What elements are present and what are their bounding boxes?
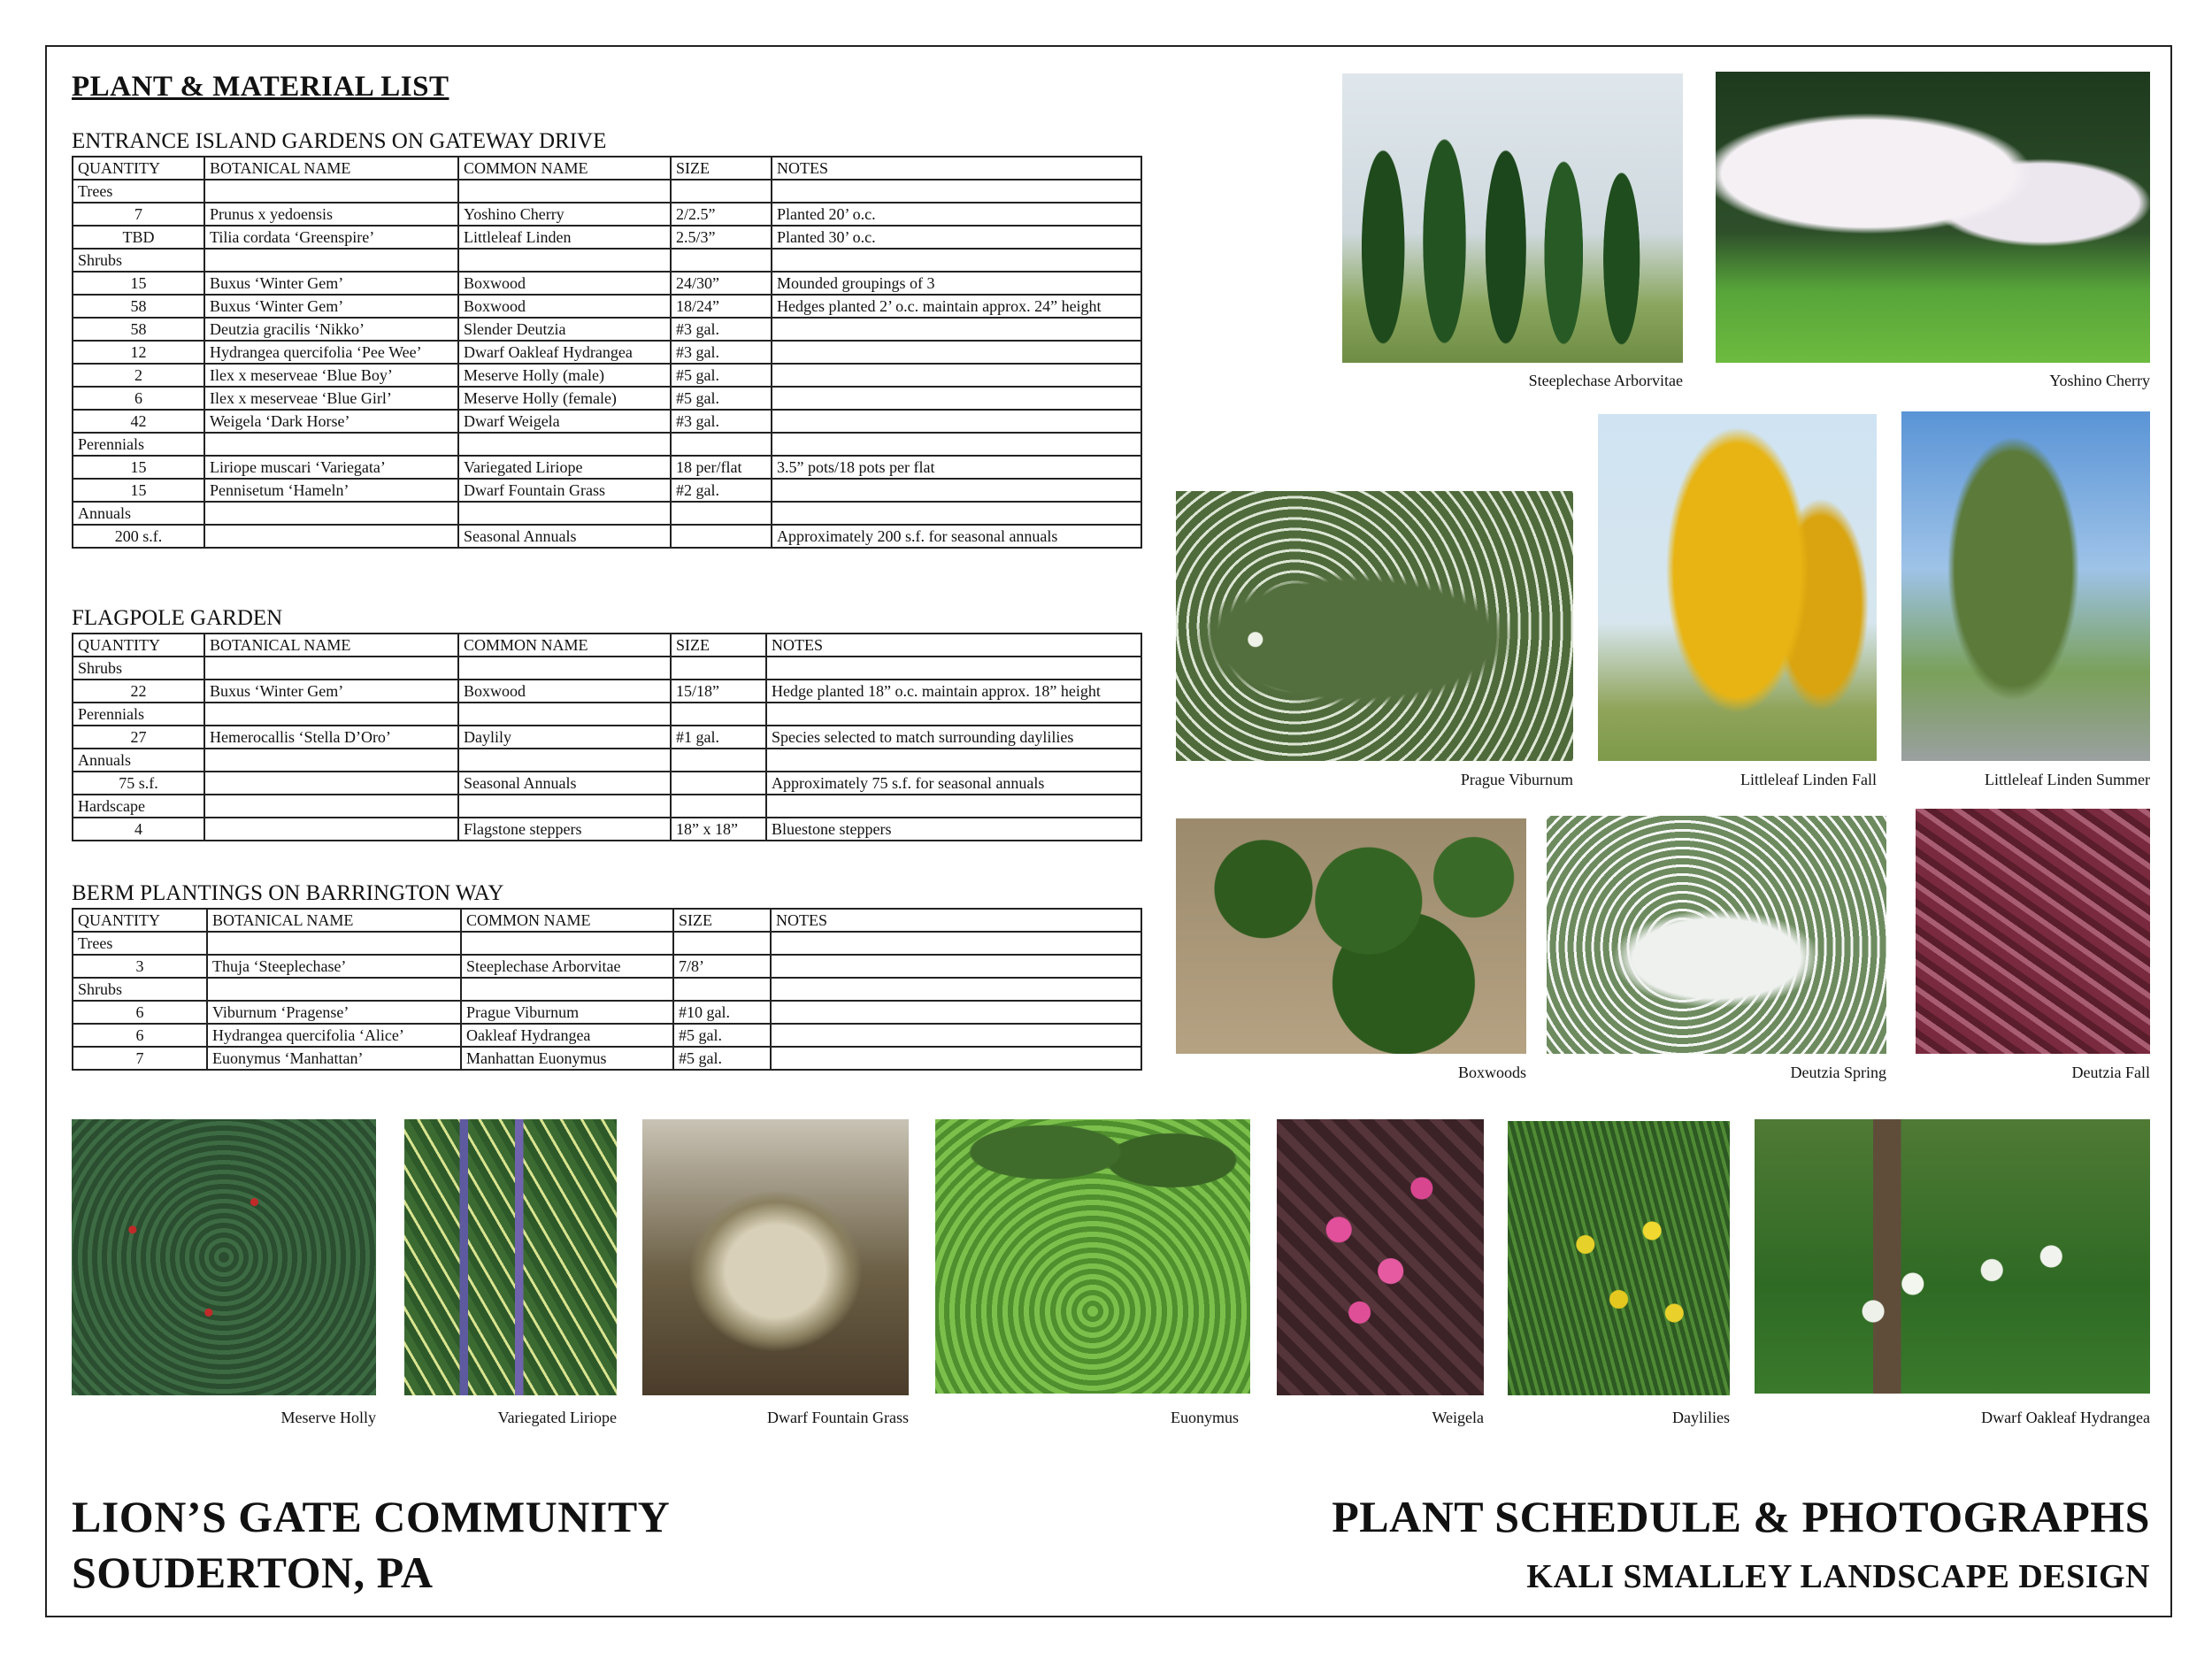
table-row xyxy=(73,226,1141,249)
botanical-name-cell: Buxus ‘Winter Gem’ xyxy=(204,272,458,295)
photo-caption: Littleleaf Linden Summer xyxy=(1985,771,2150,788)
common-name-cell: Flagstone steppers xyxy=(458,818,671,841)
section-title-berm: BERM PLANTINGS ON BARRINGTON WAY xyxy=(72,881,504,905)
common-name-cell: Slender Deutzia xyxy=(458,318,671,341)
notes-cell: Hedge planted 18” o.c. maintain approx. 18” height xyxy=(766,680,1141,703)
photo-caption: Dwarf Oakleaf Hydrangea xyxy=(1981,1409,2150,1426)
flagpole-plant-table xyxy=(72,633,1142,841)
size-cell: #5 gal. xyxy=(673,1024,771,1047)
table-header-row xyxy=(73,909,1141,932)
category-row xyxy=(73,978,1141,1001)
empty-cell xyxy=(204,749,458,772)
category-label: Shrubs xyxy=(73,249,204,272)
table-row xyxy=(73,387,1141,410)
notes-cell: Species selected to match surrounding daylilies xyxy=(766,726,1141,749)
quantity-cell: 12 xyxy=(73,341,204,364)
common-name-cell: Manhattan Euonymus xyxy=(461,1047,673,1070)
botanical-name-cell: Deutzia gracilis ‘Nikko’ xyxy=(204,318,458,341)
size-cell: 2.5/3” xyxy=(671,226,772,249)
botanical-name-cell: Viburnum ‘Pragense’ xyxy=(207,1001,461,1024)
column-header: QUANTITY xyxy=(73,909,207,932)
designer-name: KALI SMALLEY LANDSCAPE DESIGN xyxy=(1526,1558,2150,1595)
size-cell: #5 gal. xyxy=(673,1047,771,1070)
table-row xyxy=(73,364,1141,387)
quantity-cell: 7 xyxy=(73,203,204,226)
notes-cell: Approximately 200 s.f. for seasonal annuals xyxy=(772,525,1141,548)
category-label: Annuals xyxy=(73,749,204,772)
category-label: Annuals xyxy=(73,502,204,525)
size-cell: 18 per/flat xyxy=(671,456,772,479)
photo-caption: Prague Viburnum xyxy=(1460,771,1573,788)
botanical-name-cell: Buxus ‘Winter Gem’ xyxy=(204,295,458,318)
table-row xyxy=(73,272,1141,295)
littleleaf-linden-fall-photo xyxy=(1598,414,1877,761)
notes-cell xyxy=(772,364,1141,387)
table-row xyxy=(73,479,1141,502)
notes-cell xyxy=(772,341,1141,364)
notes-cell: Mounded groupings of 3 xyxy=(772,272,1141,295)
table-row xyxy=(73,318,1141,341)
empty-cell xyxy=(461,978,673,1001)
table-row xyxy=(73,456,1141,479)
common-name-cell: Seasonal Annuals xyxy=(458,525,671,548)
notes-cell: 3.5” pots/18 pots per flat xyxy=(772,456,1141,479)
size-cell: #5 gal. xyxy=(671,387,772,410)
category-row xyxy=(73,795,1141,818)
section-title-entrance: ENTRANCE ISLAND GARDENS ON GATEWAY DRIVE xyxy=(72,129,607,153)
quantity-cell: 42 xyxy=(73,410,204,433)
common-name-cell: Variegated Liriope xyxy=(458,456,671,479)
quantity-cell: TBD xyxy=(73,226,204,249)
empty-cell xyxy=(671,703,766,726)
category-label: Shrubs xyxy=(73,657,204,680)
empty-cell xyxy=(671,249,772,272)
column-header: QUANTITY xyxy=(73,634,204,657)
photo-caption: Meserve Holly xyxy=(280,1409,376,1426)
table-row xyxy=(73,1024,1141,1047)
empty-cell xyxy=(461,932,673,955)
empty-cell xyxy=(458,180,671,203)
quantity-cell: 2 xyxy=(73,364,204,387)
quantity-cell: 58 xyxy=(73,295,204,318)
empty-cell xyxy=(204,249,458,272)
botanical-name-cell: Hemerocallis ‘Stella D’Oro’ xyxy=(204,726,458,749)
empty-cell xyxy=(671,795,766,818)
prague-viburnum-photo xyxy=(1176,491,1573,761)
empty-cell xyxy=(673,978,771,1001)
photo-caption: Littleleaf Linden Fall xyxy=(1740,771,1877,788)
photo-caption: Deutzia Spring xyxy=(1790,1064,1886,1081)
common-name-cell: Dwarf Fountain Grass xyxy=(458,479,671,502)
quantity-cell: 15 xyxy=(73,456,204,479)
common-name-cell: Yoshino Cherry xyxy=(458,203,671,226)
common-name-cell: Littleleaf Linden xyxy=(458,226,671,249)
empty-cell xyxy=(204,657,458,680)
empty-cell xyxy=(458,502,671,525)
quantity-cell: 3 xyxy=(73,955,207,978)
column-header: COMMON NAME xyxy=(458,157,671,180)
empty-cell xyxy=(671,749,766,772)
botanical-name-cell: Tilia cordata ‘Greenspire’ xyxy=(204,226,458,249)
category-row xyxy=(73,433,1141,456)
notes-cell xyxy=(772,479,1141,502)
empty-cell xyxy=(766,795,1141,818)
column-header: BOTANICAL NAME xyxy=(204,634,458,657)
empty-cell xyxy=(204,795,458,818)
table-row xyxy=(73,772,1141,795)
column-header: COMMON NAME xyxy=(458,634,671,657)
size-cell: #10 gal. xyxy=(673,1001,771,1024)
empty-cell xyxy=(766,657,1141,680)
empty-cell xyxy=(458,795,671,818)
photo-caption: Euonymus xyxy=(1170,1409,1239,1426)
table-row xyxy=(73,818,1141,841)
common-name-cell: Steeplechase Arborvitae xyxy=(461,955,673,978)
weigela-photo xyxy=(1277,1119,1484,1395)
table-row xyxy=(73,525,1141,548)
empty-cell xyxy=(671,180,772,203)
common-name-cell: Meserve Holly (female) xyxy=(458,387,671,410)
empty-cell xyxy=(204,433,458,456)
table-row xyxy=(73,410,1141,433)
size-cell: 15/18” xyxy=(671,680,766,703)
empty-cell xyxy=(671,433,772,456)
botanical-name-cell: Ilex x meserveae ‘Blue Girl’ xyxy=(204,387,458,410)
empty-cell xyxy=(207,932,461,955)
empty-cell xyxy=(766,749,1141,772)
notes-cell: Planted 20’ o.c. xyxy=(772,203,1141,226)
column-header: BOTANICAL NAME xyxy=(207,909,461,932)
meserve-holly-photo xyxy=(72,1119,376,1395)
column-header: SIZE xyxy=(671,634,766,657)
quantity-cell: 58 xyxy=(73,318,204,341)
botanical-name-cell: Prunus x yedoensis xyxy=(204,203,458,226)
table-row xyxy=(73,726,1141,749)
littleleaf-linden-summer-photo xyxy=(1901,411,2150,761)
photo-caption: Weigela xyxy=(1432,1409,1484,1426)
botanical-name-cell xyxy=(204,818,458,841)
empty-cell xyxy=(458,703,671,726)
table-header-row xyxy=(73,634,1141,657)
size-cell: 18/24” xyxy=(671,295,772,318)
column-header: BOTANICAL NAME xyxy=(204,157,458,180)
section-title-flagpole: FLAGPOLE GARDEN xyxy=(72,606,283,630)
category-row xyxy=(73,180,1141,203)
common-name-cell: Seasonal Annuals xyxy=(458,772,671,795)
photo-caption: Yoshino Cherry xyxy=(2049,372,2150,389)
common-name-cell: Boxwood xyxy=(458,272,671,295)
notes-cell xyxy=(771,1001,1141,1024)
empty-cell xyxy=(458,657,671,680)
botanical-name-cell: Liriope muscari ‘Variegata’ xyxy=(204,456,458,479)
table-row xyxy=(73,1001,1141,1024)
common-name-cell: Boxwood xyxy=(458,680,671,703)
category-row xyxy=(73,249,1141,272)
botanical-name-cell xyxy=(204,525,458,548)
category-label: Perennials xyxy=(73,433,204,456)
column-header: NOTES xyxy=(771,909,1141,932)
size-cell: 7/8’ xyxy=(673,955,771,978)
botanical-name-cell: Hydrangea quercifolia ‘Pee Wee’ xyxy=(204,341,458,364)
common-name-cell: Oakleaf Hydrangea xyxy=(461,1024,673,1047)
quantity-cell: 4 xyxy=(73,818,204,841)
daylilies-photo xyxy=(1508,1121,1730,1395)
variegated-liriope-photo xyxy=(404,1119,617,1395)
column-header: NOTES xyxy=(772,157,1141,180)
yoshino-cherry-photo xyxy=(1716,72,2150,363)
quantity-cell: 27 xyxy=(73,726,204,749)
steeplechase-arborvitae-photo xyxy=(1342,73,1683,363)
table-row xyxy=(73,955,1141,978)
botanical-name-cell: Weigela ‘Dark Horse’ xyxy=(204,410,458,433)
common-name-cell: Meserve Holly (male) xyxy=(458,364,671,387)
category-row xyxy=(73,703,1141,726)
notes-cell xyxy=(772,410,1141,433)
boxwoods-photo xyxy=(1176,818,1526,1054)
botanical-name-cell: Thuja ‘Steeplechase’ xyxy=(207,955,461,978)
notes-cell xyxy=(771,1047,1141,1070)
common-name-cell: Dwarf Weigela xyxy=(458,410,671,433)
size-cell: 18” x 18” xyxy=(671,818,766,841)
column-header: NOTES xyxy=(766,634,1141,657)
botanical-name-cell: Hydrangea quercifolia ‘Alice’ xyxy=(207,1024,461,1047)
notes-cell xyxy=(771,1024,1141,1047)
deutzia-fall-photo xyxy=(1916,809,2150,1054)
empty-cell xyxy=(204,502,458,525)
photo-caption: Dwarf Fountain Grass xyxy=(767,1409,909,1426)
size-cell: #3 gal. xyxy=(671,318,772,341)
notes-cell xyxy=(771,955,1141,978)
botanical-name-cell: Ilex x meserveae ‘Blue Boy’ xyxy=(204,364,458,387)
quantity-cell: 6 xyxy=(73,1024,207,1047)
category-row xyxy=(73,932,1141,955)
size-cell: 24/30” xyxy=(671,272,772,295)
empty-cell xyxy=(671,657,766,680)
size-cell: 2/2.5” xyxy=(671,203,772,226)
botanical-name-cell: Buxus ‘Winter Gem’ xyxy=(204,680,458,703)
category-row xyxy=(73,657,1141,680)
empty-cell xyxy=(771,978,1141,1001)
photo-caption: Daylilies xyxy=(1672,1409,1730,1426)
berm-plant-table xyxy=(72,908,1142,1071)
dwarf-oakleaf-hydrangea-photo xyxy=(1755,1119,2150,1394)
euonymus-photo xyxy=(935,1119,1250,1394)
empty-cell xyxy=(204,180,458,203)
photo-caption: Deutzia Fall xyxy=(2071,1064,2150,1081)
empty-cell xyxy=(458,249,671,272)
table-header-row xyxy=(73,157,1141,180)
category-label: Shrubs xyxy=(73,978,207,1001)
empty-cell xyxy=(772,433,1141,456)
notes-cell: Approximately 75 s.f. for seasonal annuals xyxy=(766,772,1141,795)
community-name: LION’S GATE COMMUNITY xyxy=(72,1492,671,1541)
quantity-cell: 15 xyxy=(73,272,204,295)
column-header: QUANTITY xyxy=(73,157,204,180)
quantity-cell: 200 s.f. xyxy=(73,525,204,548)
deutzia-spring-photo xyxy=(1547,816,1886,1054)
empty-cell xyxy=(458,433,671,456)
dwarf-fountain-grass-photo xyxy=(642,1119,909,1395)
quantity-cell: 15 xyxy=(73,479,204,502)
notes-cell xyxy=(772,387,1141,410)
quantity-cell: 22 xyxy=(73,680,204,703)
empty-cell xyxy=(458,749,671,772)
column-header: SIZE xyxy=(671,157,772,180)
common-name-cell: Dwarf Oakleaf Hydrangea xyxy=(458,341,671,364)
quantity-cell: 6 xyxy=(73,1001,207,1024)
quantity-cell: 75 s.f. xyxy=(73,772,204,795)
entrance-plant-table xyxy=(72,156,1142,549)
empty-cell xyxy=(772,249,1141,272)
empty-cell xyxy=(671,502,772,525)
category-label: Trees xyxy=(73,180,204,203)
botanical-name-cell: Euonymus ‘Manhattan’ xyxy=(207,1047,461,1070)
empty-cell xyxy=(772,502,1141,525)
photo-caption: Boxwoods xyxy=(1457,1064,1526,1081)
size-cell xyxy=(671,772,766,795)
empty-cell xyxy=(771,932,1141,955)
page-title: PLANT & MATERIAL LIST xyxy=(72,71,449,103)
table-row xyxy=(73,295,1141,318)
size-cell: #2 gal. xyxy=(671,479,772,502)
table-row xyxy=(73,1047,1141,1070)
category-row xyxy=(73,749,1141,772)
empty-cell xyxy=(772,180,1141,203)
size-cell: #1 gal. xyxy=(671,726,766,749)
botanical-name-cell xyxy=(204,772,458,795)
size-cell xyxy=(671,525,772,548)
table-row xyxy=(73,203,1141,226)
size-cell: #3 gal. xyxy=(671,341,772,364)
empty-cell xyxy=(207,978,461,1001)
notes-cell: Planted 30’ o.c. xyxy=(772,226,1141,249)
common-name-cell: Prague Viburnum xyxy=(461,1001,673,1024)
empty-cell xyxy=(204,703,458,726)
botanical-name-cell: Pennisetum ‘Hameln’ xyxy=(204,479,458,502)
size-cell: #5 gal. xyxy=(671,364,772,387)
photo-caption: Variegated Liriope xyxy=(497,1409,617,1426)
column-header: COMMON NAME xyxy=(461,909,673,932)
category-label: Hardscape xyxy=(73,795,204,818)
column-header: SIZE xyxy=(673,909,771,932)
common-name-cell: Daylily xyxy=(458,726,671,749)
common-name-cell: Boxwood xyxy=(458,295,671,318)
empty-cell xyxy=(673,932,771,955)
quantity-cell: 6 xyxy=(73,387,204,410)
community-location: SOUDERTON, PA xyxy=(72,1548,434,1597)
table-row xyxy=(73,680,1141,703)
category-label: Perennials xyxy=(73,703,204,726)
sheet-title: PLANT SCHEDULE & PHOTOGRAPHS xyxy=(1332,1492,2150,1541)
notes-cell: Hedges planted 2’ o.c. maintain approx. 24” height xyxy=(772,295,1141,318)
empty-cell xyxy=(766,703,1141,726)
table-row xyxy=(73,341,1141,364)
category-row xyxy=(73,502,1141,525)
size-cell: #3 gal. xyxy=(671,410,772,433)
category-label: Trees xyxy=(73,932,207,955)
notes-cell: Bluestone steppers xyxy=(766,818,1141,841)
quantity-cell: 7 xyxy=(73,1047,207,1070)
photo-caption: Steeplechase Arborvitae xyxy=(1528,372,1683,389)
notes-cell xyxy=(772,318,1141,341)
